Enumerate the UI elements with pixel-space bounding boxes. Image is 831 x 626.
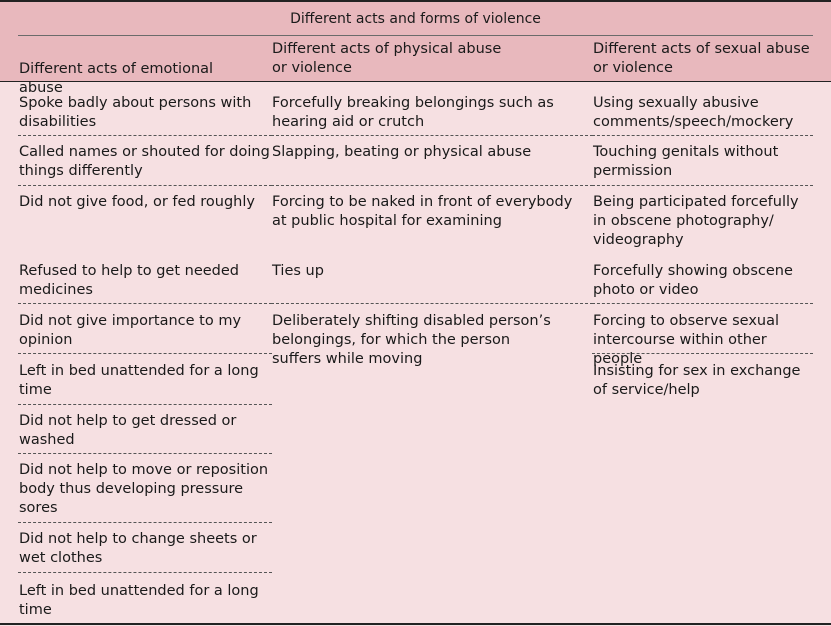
sexual-row: Using sexually abusive comments/speech/mockery <box>592 86 813 136</box>
table-header <box>0 0 831 96</box>
emotional-row: Left in bed unattended for a long time <box>19 583 259 618</box>
physical-row: Slapping, beating or physical abuse <box>271 136 593 186</box>
emotional-row: Did not give food, or fed roughly <box>19 194 255 210</box>
sexual-row: Being participated forcefully in obscene photography/ videography <box>593 194 799 248</box>
emotional-row: Spoke badly about persons with disabilities <box>18 86 272 136</box>
emotional-row: Refused to help to get needed medicines <box>18 255 272 304</box>
column-header-emotional: Different acts of emotional abuse <box>19 61 214 96</box>
physical-row: Deliberately shifting disabled person’s belongings, for which the person suffers while moving <box>272 313 551 367</box>
physical-row: Forcing to be naked in front of everybody at public hospital for examining <box>272 194 573 229</box>
emotional-row: Called names or shouted for doing things differently <box>18 136 272 186</box>
emotional-row: Did not help to change sheets or wet clothes <box>18 523 272 573</box>
super-header: Different acts and forms of violence <box>290 11 541 27</box>
column-header-physical: Different acts of physical abuse or violence <box>272 41 502 76</box>
emotional-row: Did not give importance to my opinion <box>18 304 272 354</box>
sexual-row: Insisting for sex in exchange of service/help <box>593 363 801 398</box>
emotional-row: Did not help to move or reposition body thus developing pressure sores <box>18 454 272 523</box>
sexual-row: Forcing to observe sexual intercourse within other people <box>592 304 813 354</box>
column-header-sexual: Different acts of sexual abuse or violence <box>593 41 810 76</box>
physical-row: Forcefully breaking belongings such as hearing aid or crutch <box>271 86 593 136</box>
sexual-row: Forcefully showing obscene photo or video <box>592 255 813 304</box>
sexual-row: Touching genitals without permission <box>592 136 813 186</box>
emotional-row: Left in bed unattended for a long time <box>18 354 272 405</box>
physical-row: Ties up <box>271 255 593 304</box>
emotional-row: Did not help to get dressed or washed <box>18 405 272 454</box>
table-bottom-rule <box>0 623 831 625</box>
super-header-rule <box>18 35 813 36</box>
